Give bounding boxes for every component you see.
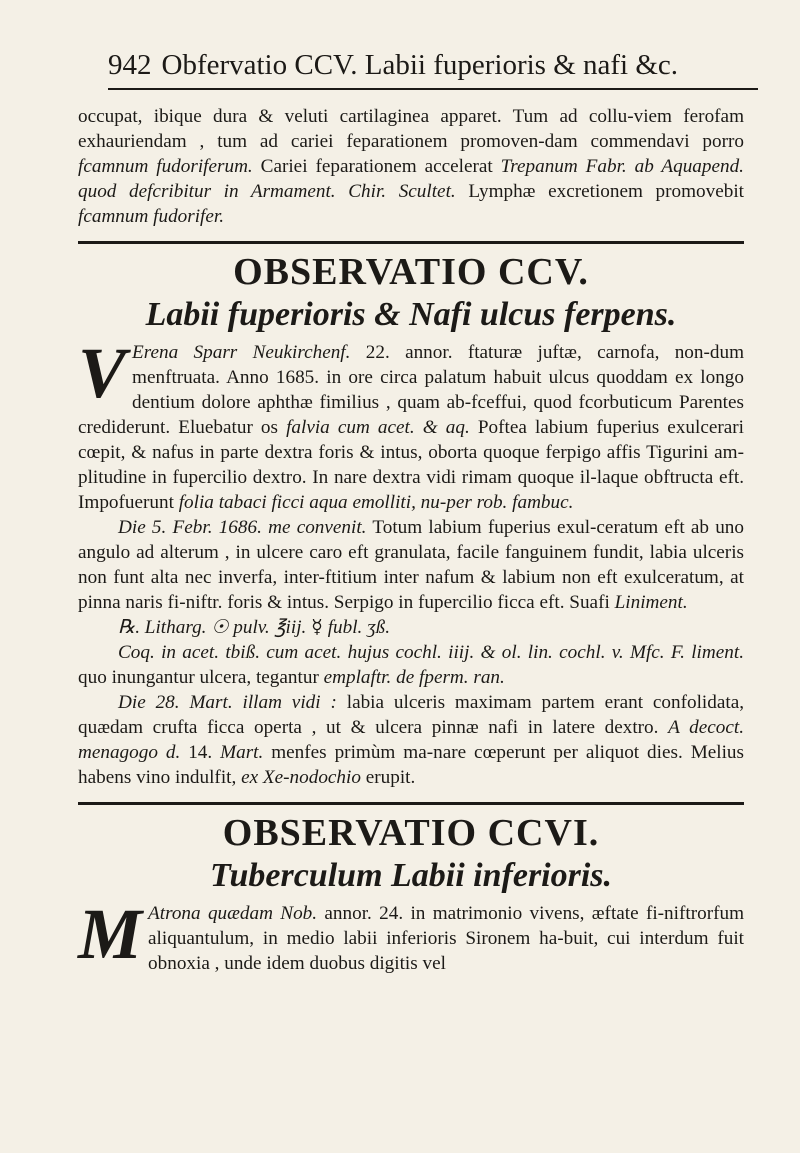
observation-subtitle: Tuberculum Labii inferioris. (209, 857, 613, 894)
observation-paragraph: Die 5. Febr. 1686. me convenit. Totum labium fuperius exul-ceratum eft ab uno angulo ad alterum , in ulcere caro eft granulata, facile fanguinem fundit, labia ulceris non funt alta nec inverfa, inter-ftitium inter nafum & labium non eft exulceratum, at pinna naris fi-niftr. foris & intus. Serpigo in fupercilio ficca eft. Suafi Liniment. (78, 517, 744, 613)
observation-paragraph: Die 28. Mart. illam vidi : labia ulceris maximam partem erant confolidata, quædam crufta ficca operta , ut & ulcera pinnæ nafi in latere dextro. A decoct. menagogo d. 14. Mart. menfes primùm ma-nare cœperunt per aliquot dies. Melius habens vino indulfit, ex Xe-nodochio erupit. (78, 692, 745, 788)
intro-paragraph: occupat, ibique dura & veluti cartilaginea apparet. Tum ad collu-viem ferofam exhauriendam , tum ad cariei feparationem promoven-dam commendavi porro fcamnum fudoriferum. Cariei feparationem accelerat Trepanum Fabr. ab Aquapend. quod defcribitur in Armament. Chir. Scultet. Lymphæ excretionem promovebit fcamnum fudorifer. (78, 106, 744, 227)
section-rule (78, 241, 744, 244)
observation-paragraph: V Erena Sparr Neukirchenf. 22. annor. ftaturæ juftæ, carnofa, non-dum menftruata. Anno 1685. in ore circa palatum habuit ulcus quoddam ex longo dentium dolore aphthæ fimilius , quam ab-fceffui, quod fcorbuticum Parentes crediderunt. Eluebatur os falvia cum acet. & aq. Poftea labium fuperius exulcerari cœpit, & nafus in parte dextra foris & intus, oborta quoque ferpigo affis Tigurini am-plitudine in fupercilio dextro. In nare dextra vidi rimam quoque il-laque obftructa eft. Impofuerunt folia tabaci ficci aqua emolliti, nu-per rob. fambuc. (78, 333, 744, 513)
page-number: 942 (108, 49, 152, 81)
observation-paragraph: M Atrona quædam Nob. annor. 24. in matrimonio vivens, æftate fi-niftrorfum aliquantulum, in medio labii inferioris Sironem ha-buit, cui interdum fuit obnoxia , unde idem duobus digitis vel (78, 894, 744, 974)
observation-title: OBSERVATIO CCV. (233, 251, 589, 293)
section-rule (78, 802, 744, 805)
prescription: ℞. Litharg. ☉ pulv. ℥iij. ☿ fubl. ʒß. (118, 617, 391, 638)
observation-subtitle: Labii fuperioris & Nafi ulcus ferpens. (145, 296, 677, 333)
body-text (78, 104, 744, 976)
running-header (108, 48, 744, 82)
running-title: Obfervatio CCV. Labii fuperioris & nafi &c. (161, 49, 679, 81)
prescription-continued: Coq. in acet. tbiß. cum acet. hujus cochl. iiij. & ol. lin. cochl. v. Mfc. F. liment. quo inungantur ulcera, tegantur emplaftr. de fperm. ran. (78, 642, 744, 688)
observation-title: OBSERVATIO CCVI. (222, 812, 600, 854)
drop-cap: M (78, 894, 143, 974)
drop-cap: V (78, 333, 127, 413)
header-rule (108, 88, 758, 90)
